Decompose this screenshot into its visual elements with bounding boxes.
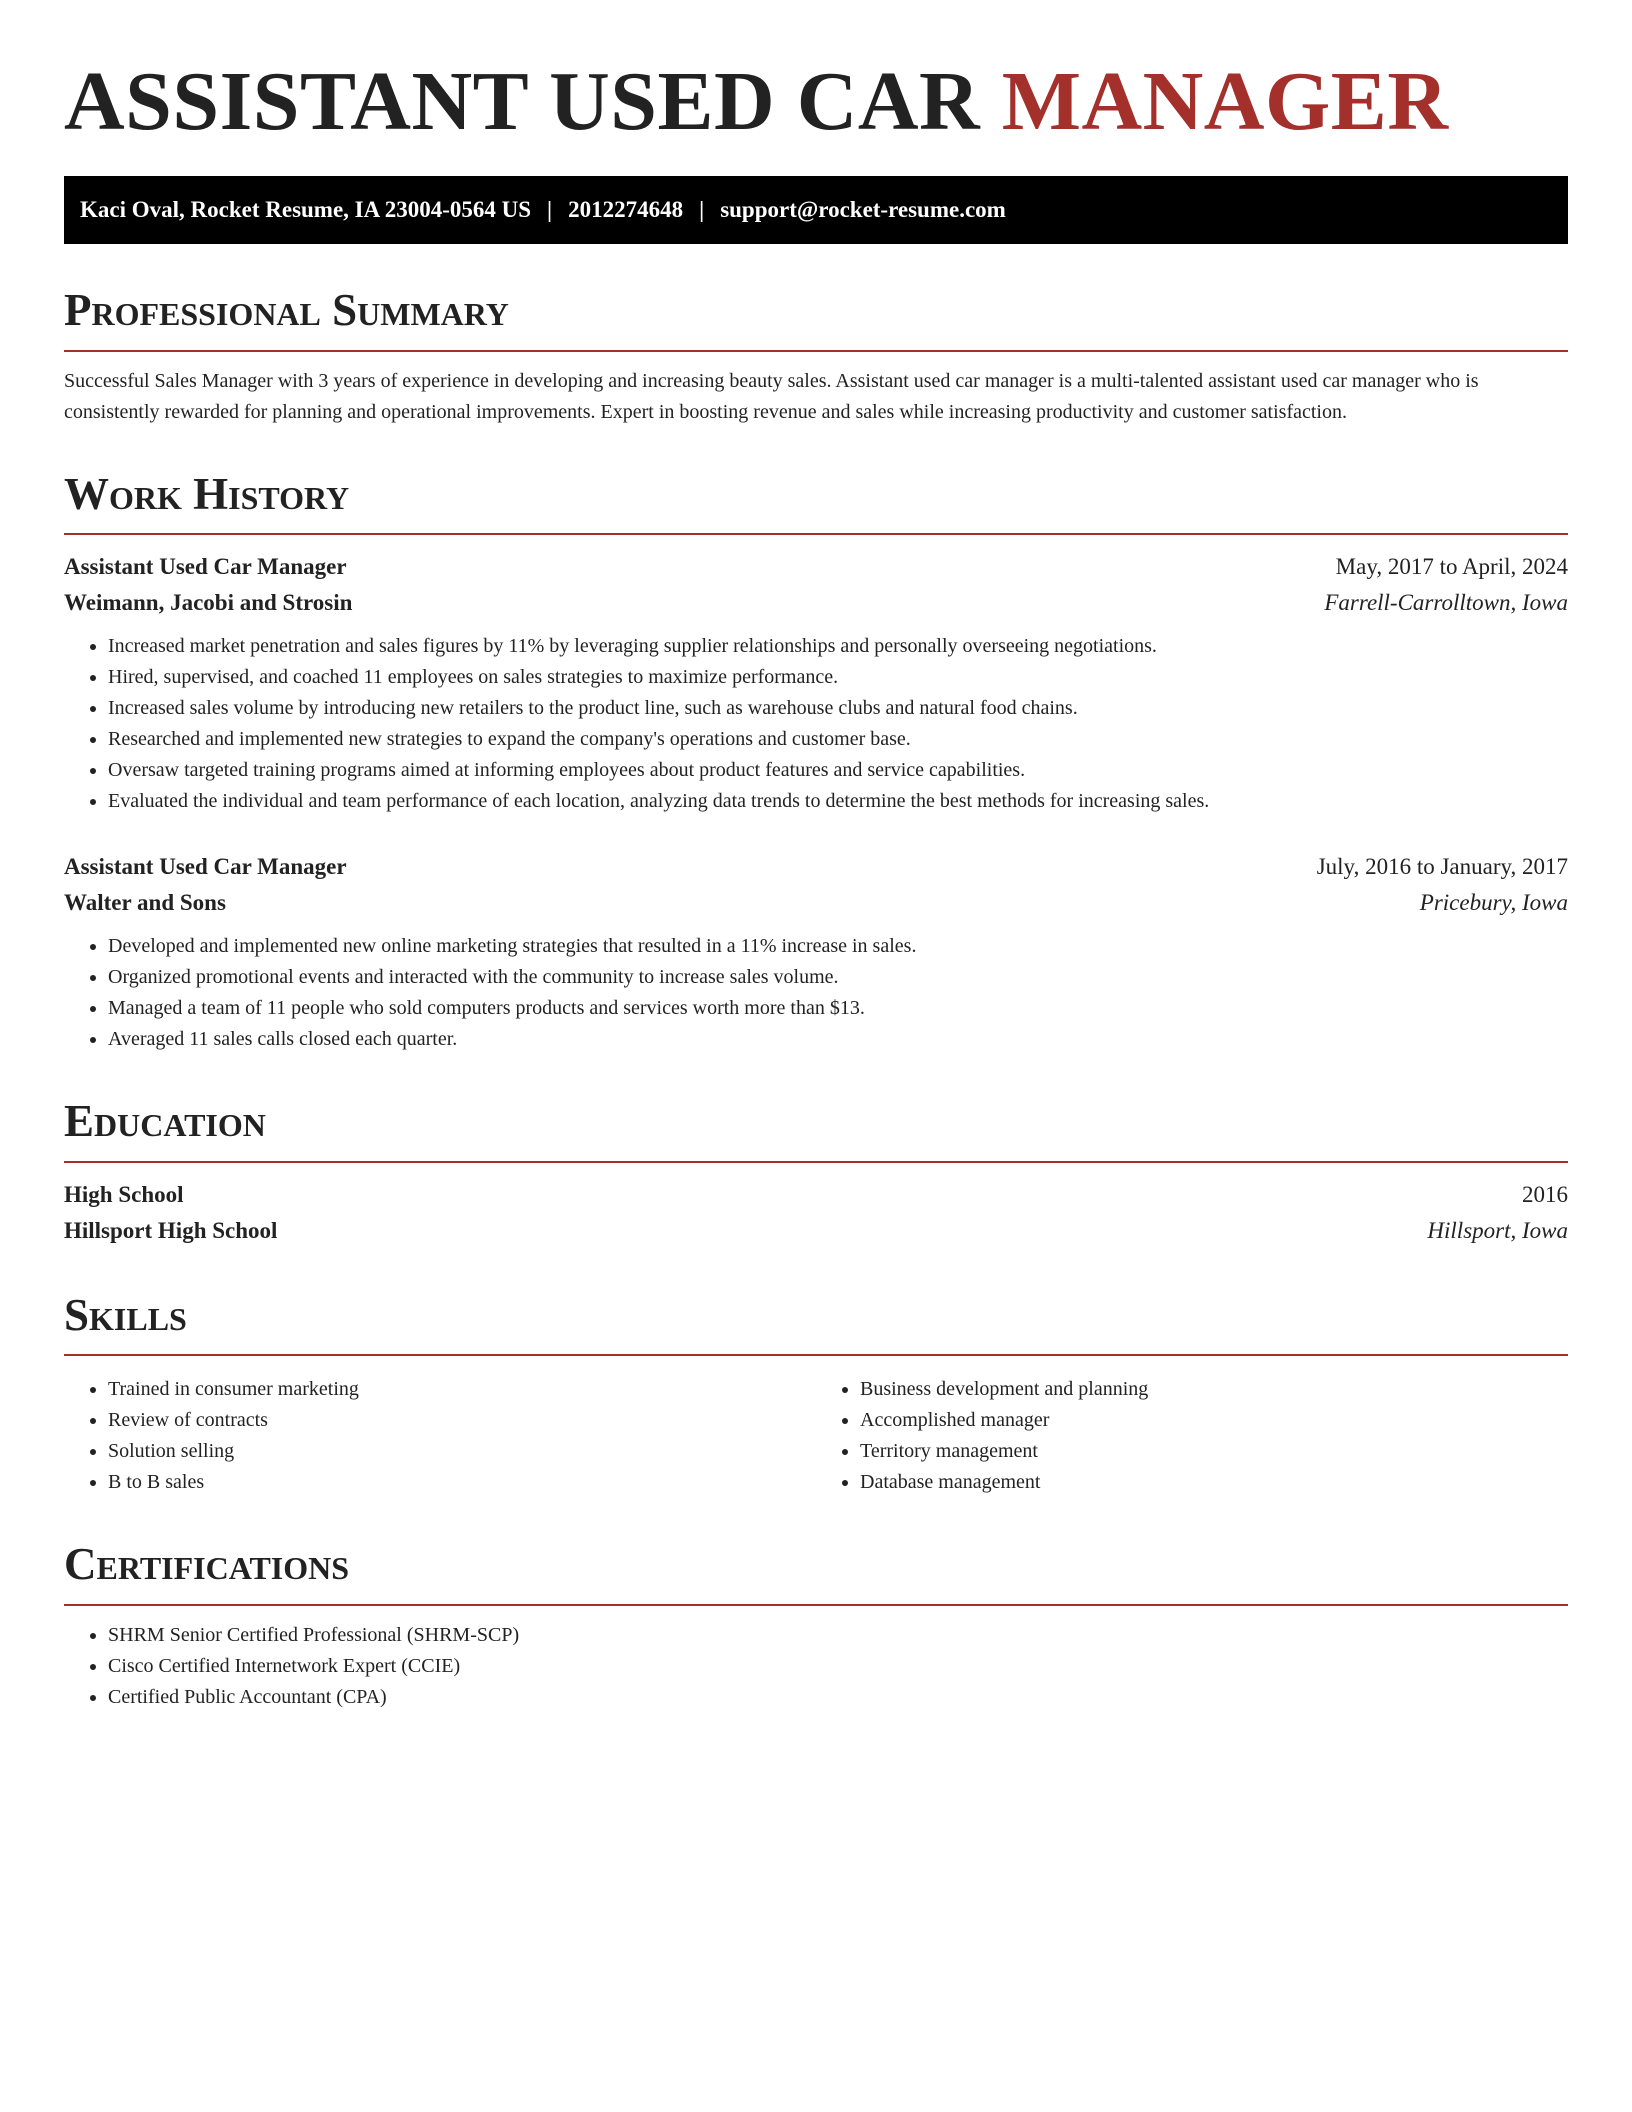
education-location: Hillsport, Iowa (1427, 1217, 1568, 1243)
education-degree: High School (64, 1181, 184, 1207)
skill-item: • Solution selling (108, 1436, 816, 1467)
job-location: Farrell-Carrolltown, Iowa (1324, 590, 1568, 616)
section-divider (64, 1161, 1568, 1163)
certifications-section (64, 1540, 1568, 1713)
skills-list-left (64, 1374, 816, 1498)
skill-item: • Database management (860, 1467, 1568, 1498)
job-company-row (64, 585, 1568, 621)
education-degree-row (64, 1177, 1568, 1213)
contact-phone: 2012274648 (568, 197, 684, 223)
job-bullet: • Managed a team of 11 people who sold computers products and services worth more than $13. (108, 993, 1568, 1024)
job-location: Pricebury, Iowa (1419, 890, 1568, 916)
skill-item: • Trained in consumer marketing (108, 1374, 816, 1405)
title-main: ASSISTANT USED CAR (64, 55, 1002, 148)
skills-heading: Skills (64, 1289, 187, 1340)
job-bullet: • Developed and implemented new online marketing strategies that resulted in a 11% increase in sales. (108, 931, 1568, 962)
certifications-heading: Certifications (64, 1539, 350, 1590)
job-dates: May, 2017 to April, 2024 (1335, 554, 1568, 580)
work-history-section (64, 470, 1568, 1056)
work-history-heading: Work History (64, 468, 350, 519)
job-bullet: • Evaluated the individual and team performance of each location, analyzing data trends to determine the best methods for increasing sales. (108, 786, 1568, 817)
job-bullet: • Increased market penetration and sales figures by 11% by leveraging supplier relationships and personally overseeing negotiations. (108, 631, 1568, 662)
skills-list-right (816, 1374, 1568, 1498)
skill-item: • Territory management (860, 1436, 1568, 1467)
certification-item: • Certified Public Accountant (CPA) (108, 1682, 1568, 1713)
skills-grid (64, 1370, 1568, 1498)
job-bullets (64, 631, 1568, 817)
section-divider (64, 1604, 1568, 1606)
job-company: Walter and Sons (64, 890, 226, 916)
job-bullet: • Increased sales volume by introducing new retailers to the product line, such as warehouse clubs and natural food chains. (108, 693, 1568, 724)
skills-section (64, 1291, 1568, 1499)
skill-item: • Review of contracts (108, 1405, 816, 1436)
job-title: Assistant Used Car Manager (64, 554, 347, 580)
skill-item: • Accomplished manager (860, 1405, 1568, 1436)
job-bullet: • Researched and implemented new strategies to expand the company's operations and customer base. (108, 724, 1568, 755)
contact-bar (64, 176, 1568, 244)
job-bullet: • Averaged 11 sales calls closed each quarter. (108, 1024, 1568, 1055)
skill-item: • B to B sales (108, 1467, 816, 1498)
job-entry (64, 549, 1568, 817)
section-divider (64, 350, 1568, 352)
resume-title (64, 56, 1568, 148)
job-header-row (64, 549, 1568, 585)
education-section (64, 1097, 1568, 1249)
education-school: Hillsport High School (64, 1217, 278, 1243)
certification-item: • Cisco Certified Internetwork Expert (CCIE) (108, 1651, 1568, 1682)
contact-separator: | (547, 197, 553, 223)
job-bullet: • Oversaw targeted training programs aimed at informing employees about product features and service capabilities. (108, 755, 1568, 786)
job-header-row (64, 849, 1568, 885)
section-divider (64, 533, 1568, 535)
job-company: Weimann, Jacobi and Strosin (64, 590, 353, 616)
job-company-row (64, 885, 1568, 921)
contact-separator: | (699, 197, 705, 223)
summary-heading: Professional Summary (64, 285, 509, 336)
certifications-list (64, 1620, 1568, 1713)
title-accent: MANAGER (1001, 55, 1449, 148)
skill-item: • Business development and planning (860, 1374, 1568, 1405)
job-dates: July, 2016 to January, 2017 (1316, 854, 1568, 880)
job-bullets (64, 931, 1568, 1055)
job-bullet: • Hired, supervised, and coached 11 employees on sales strategies to maximize performance. (108, 662, 1568, 693)
education-year: 2016 (1522, 1181, 1568, 1207)
section-divider (64, 1354, 1568, 1356)
education-school-row (64, 1213, 1568, 1249)
certification-item: • SHRM Senior Certified Professional (SHRM-SCP) (108, 1620, 1568, 1651)
education-heading: Education (64, 1096, 266, 1147)
job-bullet: • Organized promotional events and interacted with the community to increase sales volume. (108, 962, 1568, 993)
job-title: Assistant Used Car Manager (64, 854, 347, 880)
contact-address: Kaci Oval, Rocket Resume, IA 23004-0564 US (80, 197, 532, 223)
summary-text: Successful Sales Manager with 3 years of experience in developing and increasing beauty sales. Assistant used car manager is a multi-talented assistant used car manager who is consistently rewarded for planning and operational improvements. Expert in boosting revenue and sales while increasing productivity and customer satisfaction. (64, 369, 1479, 423)
contact-email: support@rocket-resume.com (720, 197, 1006, 223)
summary-section (64, 286, 1568, 428)
job-entry (64, 849, 1568, 1055)
